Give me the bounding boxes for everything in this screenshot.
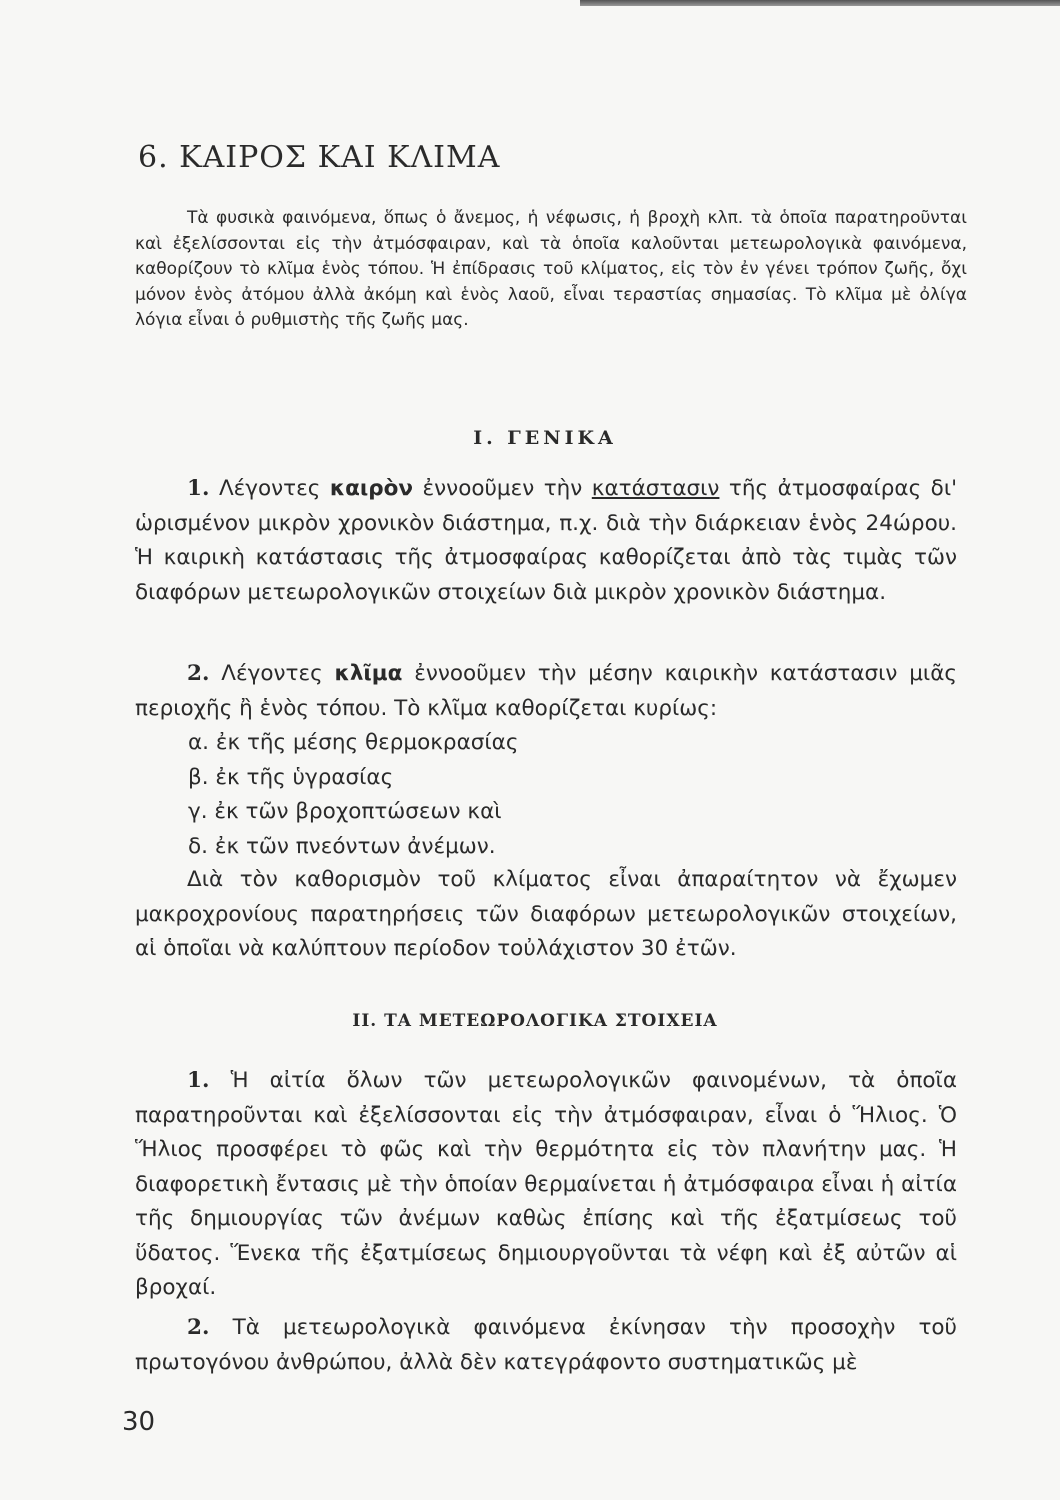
paragraph-middle: ἐννοοῦμεν τὴν (422, 476, 583, 501)
section-heading-elements: II. ΤΑ ΜΕΤΕΩΡΟΛΟΓΙΚΑ ΣΤΟΙΧΕΙΑ (352, 1011, 718, 1031)
climate-factors-list (188, 726, 888, 864)
list-item: β. ἐκ τῆς ὑγρασίας (188, 764, 394, 790)
intro-paragraph: Τὰ φυσικὰ φαινόμενα, ὅπως ὁ ἄνεμος, ἡ νέφωσις, ἡ βροχὴ κλπ. τὰ ὁποῖα παρατηροῦνται καὶ ἐξελίσσονται εἰς τὴν ἀτμόσφαιραν, καὶ τὰ ὁποῖα καλοῦνται μετεωρολογικὰ φαινόμενα, καθορίζουν τὸ κλῖμα ἑνὸς τόπου. Ἡ ἐπίδρασις τοῦ κλίματος, εἰς τὸν ἐν γένει τρόπον ζωῆς, ὄχι μόνον ἑνὸς ἀτόμου ἀλλὰ ἀκόμη καὶ ἑνὸς λαοῦ, εἶναι τεραστίας σημασίας. Τὸ κλῖμα μὲ ὀλίγα λόγια εἶναι ὁ ρυθμιστὴς τῆς ζωῆς μας. (135, 208, 967, 330)
term-weather: καιρὸν (329, 476, 414, 501)
section-heading-general: I. ΓΕΝΙΚΑ (473, 427, 617, 449)
paragraph-sun-cause (135, 1064, 957, 1306)
term-climate: κλῖμα (334, 661, 403, 686)
paragraph-weather-definition (135, 472, 957, 610)
paragraph-number: 1. (187, 476, 210, 501)
paragraph-number: 2. (187, 1315, 210, 1340)
paragraph-closing: Διὰ τὸν καθορισμὸν τοῦ κλίματος εἶναι ἀπαραίτητον νὰ ἔχωμεν μακροχρονίους παρατηρήσεις τῶν διαφόρων μετεωρολογικῶν στοιχείων, αἱ ὁποῖαι νὰ καλύπτουν περίοδον τοὐλάχιστον 30 ἐτῶν. (135, 867, 957, 961)
paragraph-lead: Λέγοντες (218, 476, 321, 501)
paragraph-number: 2. (187, 661, 210, 686)
paragraph-number: 1. (187, 1068, 210, 1093)
list-item: δ. ἐκ τῶν πνεόντων ἀνέμων. (188, 833, 496, 859)
underlined-word: κατάστασιν (591, 476, 720, 501)
page-number: 30 (122, 1407, 156, 1437)
paragraph-rest: ἐννοοῦμεν τὴν μέσην καιρικὴν κατάστασιν μιᾶς περιοχῆς ἢ ἑνὸς τόπου. Τὸ κλῖμα καθορίζεται κυρίως: (135, 661, 957, 721)
paragraph-text: Τὰ μετεωρολογικὰ φαινόμενα ἐκίνησαν τὴν προσοχὴν τοῦ πρωτογόνου ἀνθρώπου, ἀλλὰ δὲν κατεγράφοντο συστηματικῶς μὲ (135, 1315, 957, 1375)
paragraph-lead: Λέγοντες (221, 661, 323, 686)
paragraph-rest: τῆς ἀτμοσφαίρας δι' ὡρισμένον μικρὸν χρονικὸν διάστημα, π.χ. διὰ τὴν διάρκειαν ἑνὸς 24ώρου. Ἡ καιρικὴ κατάστασις τῆς ἀτμοσφαίρας καθορίζεται ἀπὸ τὰς τιμὰς τῶν διαφόρων μετεωρολογικῶν στοιχείων διὰ μικρὸν χρονικὸν διάστημα. (135, 476, 958, 605)
chapter-title: 6. ΚΑΙΡΟΣ ΚΑΙ ΚΛΙΜΑ (138, 140, 501, 175)
paragraph-primitive-man (135, 1311, 957, 1380)
paragraph-climate-definition (135, 657, 957, 726)
list-item: α. ἐκ τῆς μέσης θερμοκρασίας (188, 730, 519, 755)
paragraph-text: Ἡ αἰτία ὅλων τῶν μετεωρολογικῶν φαινομένων, τὰ ὁποῖα παρατηροῦνται καὶ ἐξελίσσονται εἰς τὴν ἀτμόσφαιραν, εἶναι ὁ Ἥλιος. Ὁ Ἥλιος προσφέρει τὸ φῶς καὶ τὴν θερμότητα εἰς τὸν πλανήτην μας. Ἡ διαφορετικὴ ἔντασις μὲ τὴν ὁποίαν θερμαίνεται ἡ ἀτμόσφαιρα εἶναι ἡ αἰτία τῆς δημιουργίας τῶν ἀνέμων καθὼς ἐπίσης καὶ τῆς ἐξατμίσεως τοῦ ὕδατος. Ἕνεκα τῆς ἐξατμίσεως δημιουργοῦνται τὰ νέφη καὶ ἐξ αὐτῶν αἱ βροχαί. (135, 1068, 957, 1300)
list-item: γ. ἐκ τῶν βροχοπτώσεων καὶ (188, 799, 502, 824)
